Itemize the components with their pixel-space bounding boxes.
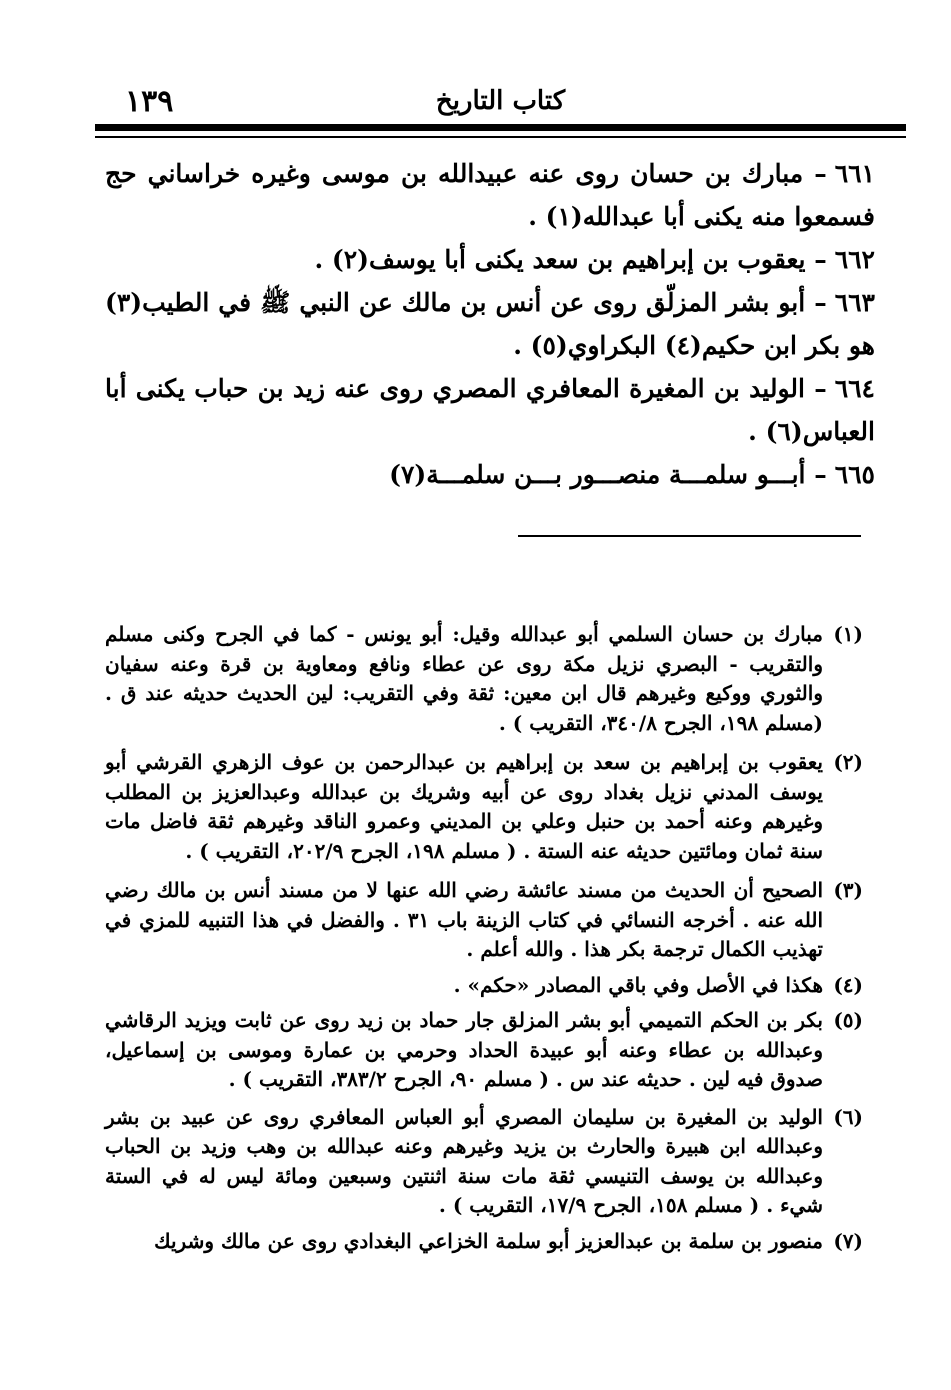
running-title: كتاب التاريخ	[435, 86, 566, 116]
entry-663	[105, 281, 875, 367]
footnote-text: يعقوب بن إبراهيم بن سعد بن إبراهيم بن عبدالرحمن بن عوف الزهري القرشي أبو يوسف المدني نزيل بغداد روى عن أبيه وشريك بن عبدالله وعبدالعزيز بن المطلب وغيرهم وعنه أحمد بن حنبل وعلي بن المديني وعمرو الناقد وغيرهم ثقة فاضل مات سنة ثمان ومائتين حديثه عنه الستة . ( مسلم ١٩٨، الجرح ٢٠٢/٩، التقريب ) .	[105, 750, 823, 863]
entry-text: – أبو بشر المزلّق روى عن أنس بن مالك عن النبي ﷺ في الطيب(٣) هو بكر ابن حكيم(٤) البكراوي(٥) .	[105, 288, 875, 360]
footnotes	[105, 620, 863, 1262]
footnote-text: الصحيح أن الحديث من مسند عائشة رضي الله عنها لا من مسند أنس بن مالك رضي الله عنه . أخرجه النسائي في كتاب الزينة باب ٣١ . والفضل في هذا التنبيه للمزي في تهذيب الكمال ترجمة بكر هذا . والله أعلم .	[105, 878, 824, 961]
entry-number: ٦٦٣	[834, 288, 875, 317]
footnote-1	[105, 620, 863, 738]
entry-text: – مبارك بن حسان روى عنه عبيدالله بن موسى وغيره خراساني حج فسمعوا منه يكنى أبا عبدالله(١) .	[105, 159, 875, 231]
header-rule-thin	[95, 136, 906, 138]
footnote-3	[105, 876, 863, 965]
entry-text: – الوليد بن المغيرة المعافري المصري روى عنه زيد بن حباب يكنى أبا العباس(٦) .	[105, 374, 875, 446]
entry-number: ٦٦٤	[834, 374, 875, 403]
entry-number: ٦٦٢	[834, 245, 875, 274]
footnote-marker: (٤)	[833, 972, 863, 997]
footnote-marker: (٣)	[833, 878, 863, 902]
entry-664	[105, 367, 875, 453]
main-text	[105, 152, 875, 496]
footnote-text: بكر بن الحكم التميمي أبو بشر المزلق جار حماد بن زيد روى عن ثابت ويزيد الرقاشي وعبدالله بن عطاء وعنه أبو عبيدة الحداد وحرمي بن عمارة وموسى بن إسماعيل، صدوق فيه لين . حديثه عند س . ( مسلم ٩٠، الجرح ٣٨٣/٢، التقريب ) .	[105, 1008, 823, 1091]
footnote-separator	[518, 535, 861, 537]
footnote-text: مبارك بن حسان السلمي أبو عبدالله وقيل: أبو يونس - كما في الجرح وكنى مسلم والتقريب - البصري نزيل مكة روى عن عطاء ونافع ومعاوية بن قرة وعنه سفيان والثوري ووكيع وغيرهم قال ابن معين: ثقة وفي التقريب: لين الحديث حديثه عند ق . (مسلم ١٩٨، الجرح ٣٤٠/٨، التقريب ) .	[105, 622, 823, 735]
entry-text: – يعقوب بن إبراهيم بن سعد يكنى أبا يوسف(٢) .	[314, 245, 827, 274]
footnote-marker: (٦)	[833, 1104, 863, 1129]
entry-665	[105, 453, 875, 496]
footnote-marker: (٧)	[833, 1228, 863, 1253]
footnote-2	[105, 748, 863, 866]
footnote-text: الوليد بن المغيرة بن سليمان المصري أبو العباس المعافري روى عن عبيد بن بشر وعبدالله ابن هبيرة والحارث بن يزيد وغيرهم وعنه عبدالله بن وهب وزيد بن الحباب وعبدالله بن يوسف التنيسي ثقة مات سنة اثنتين وسبعين ومائة ليس له في الستة شيء . ( مسلم ١٥٨، الجرح ١٧/٩، التقريب ) .	[105, 1104, 823, 1217]
page-header	[95, 82, 906, 122]
entry-number: ٦٦٥	[834, 460, 875, 489]
footnote-text: منصور بن سلمة بن عبدالعزيز أبو سلمة الخزاعي البغدادي روى عن مالك وشريك	[154, 1228, 823, 1253]
footnote-7	[105, 1227, 863, 1257]
footnote-marker: (١)	[833, 622, 863, 646]
footnote-4	[105, 971, 863, 1001]
header-rule-thick	[95, 124, 906, 131]
footnote-6	[105, 1103, 863, 1221]
footnote-text: هكذا في الأصل وفي باقي المصادر «حكم» .	[453, 972, 823, 997]
footnote-marker: (٥)	[833, 1008, 863, 1032]
footnote-5	[105, 1006, 863, 1095]
entry-661	[105, 152, 875, 238]
entry-number: ٦٦١	[834, 159, 875, 188]
entry-text: – أبـــو سلمـــة منصـــور بـــن سلمـــة(٧)	[389, 460, 827, 489]
page-number: ١٣٩	[125, 84, 174, 119]
footnote-marker: (٢)	[833, 750, 863, 774]
entry-662	[105, 238, 875, 281]
